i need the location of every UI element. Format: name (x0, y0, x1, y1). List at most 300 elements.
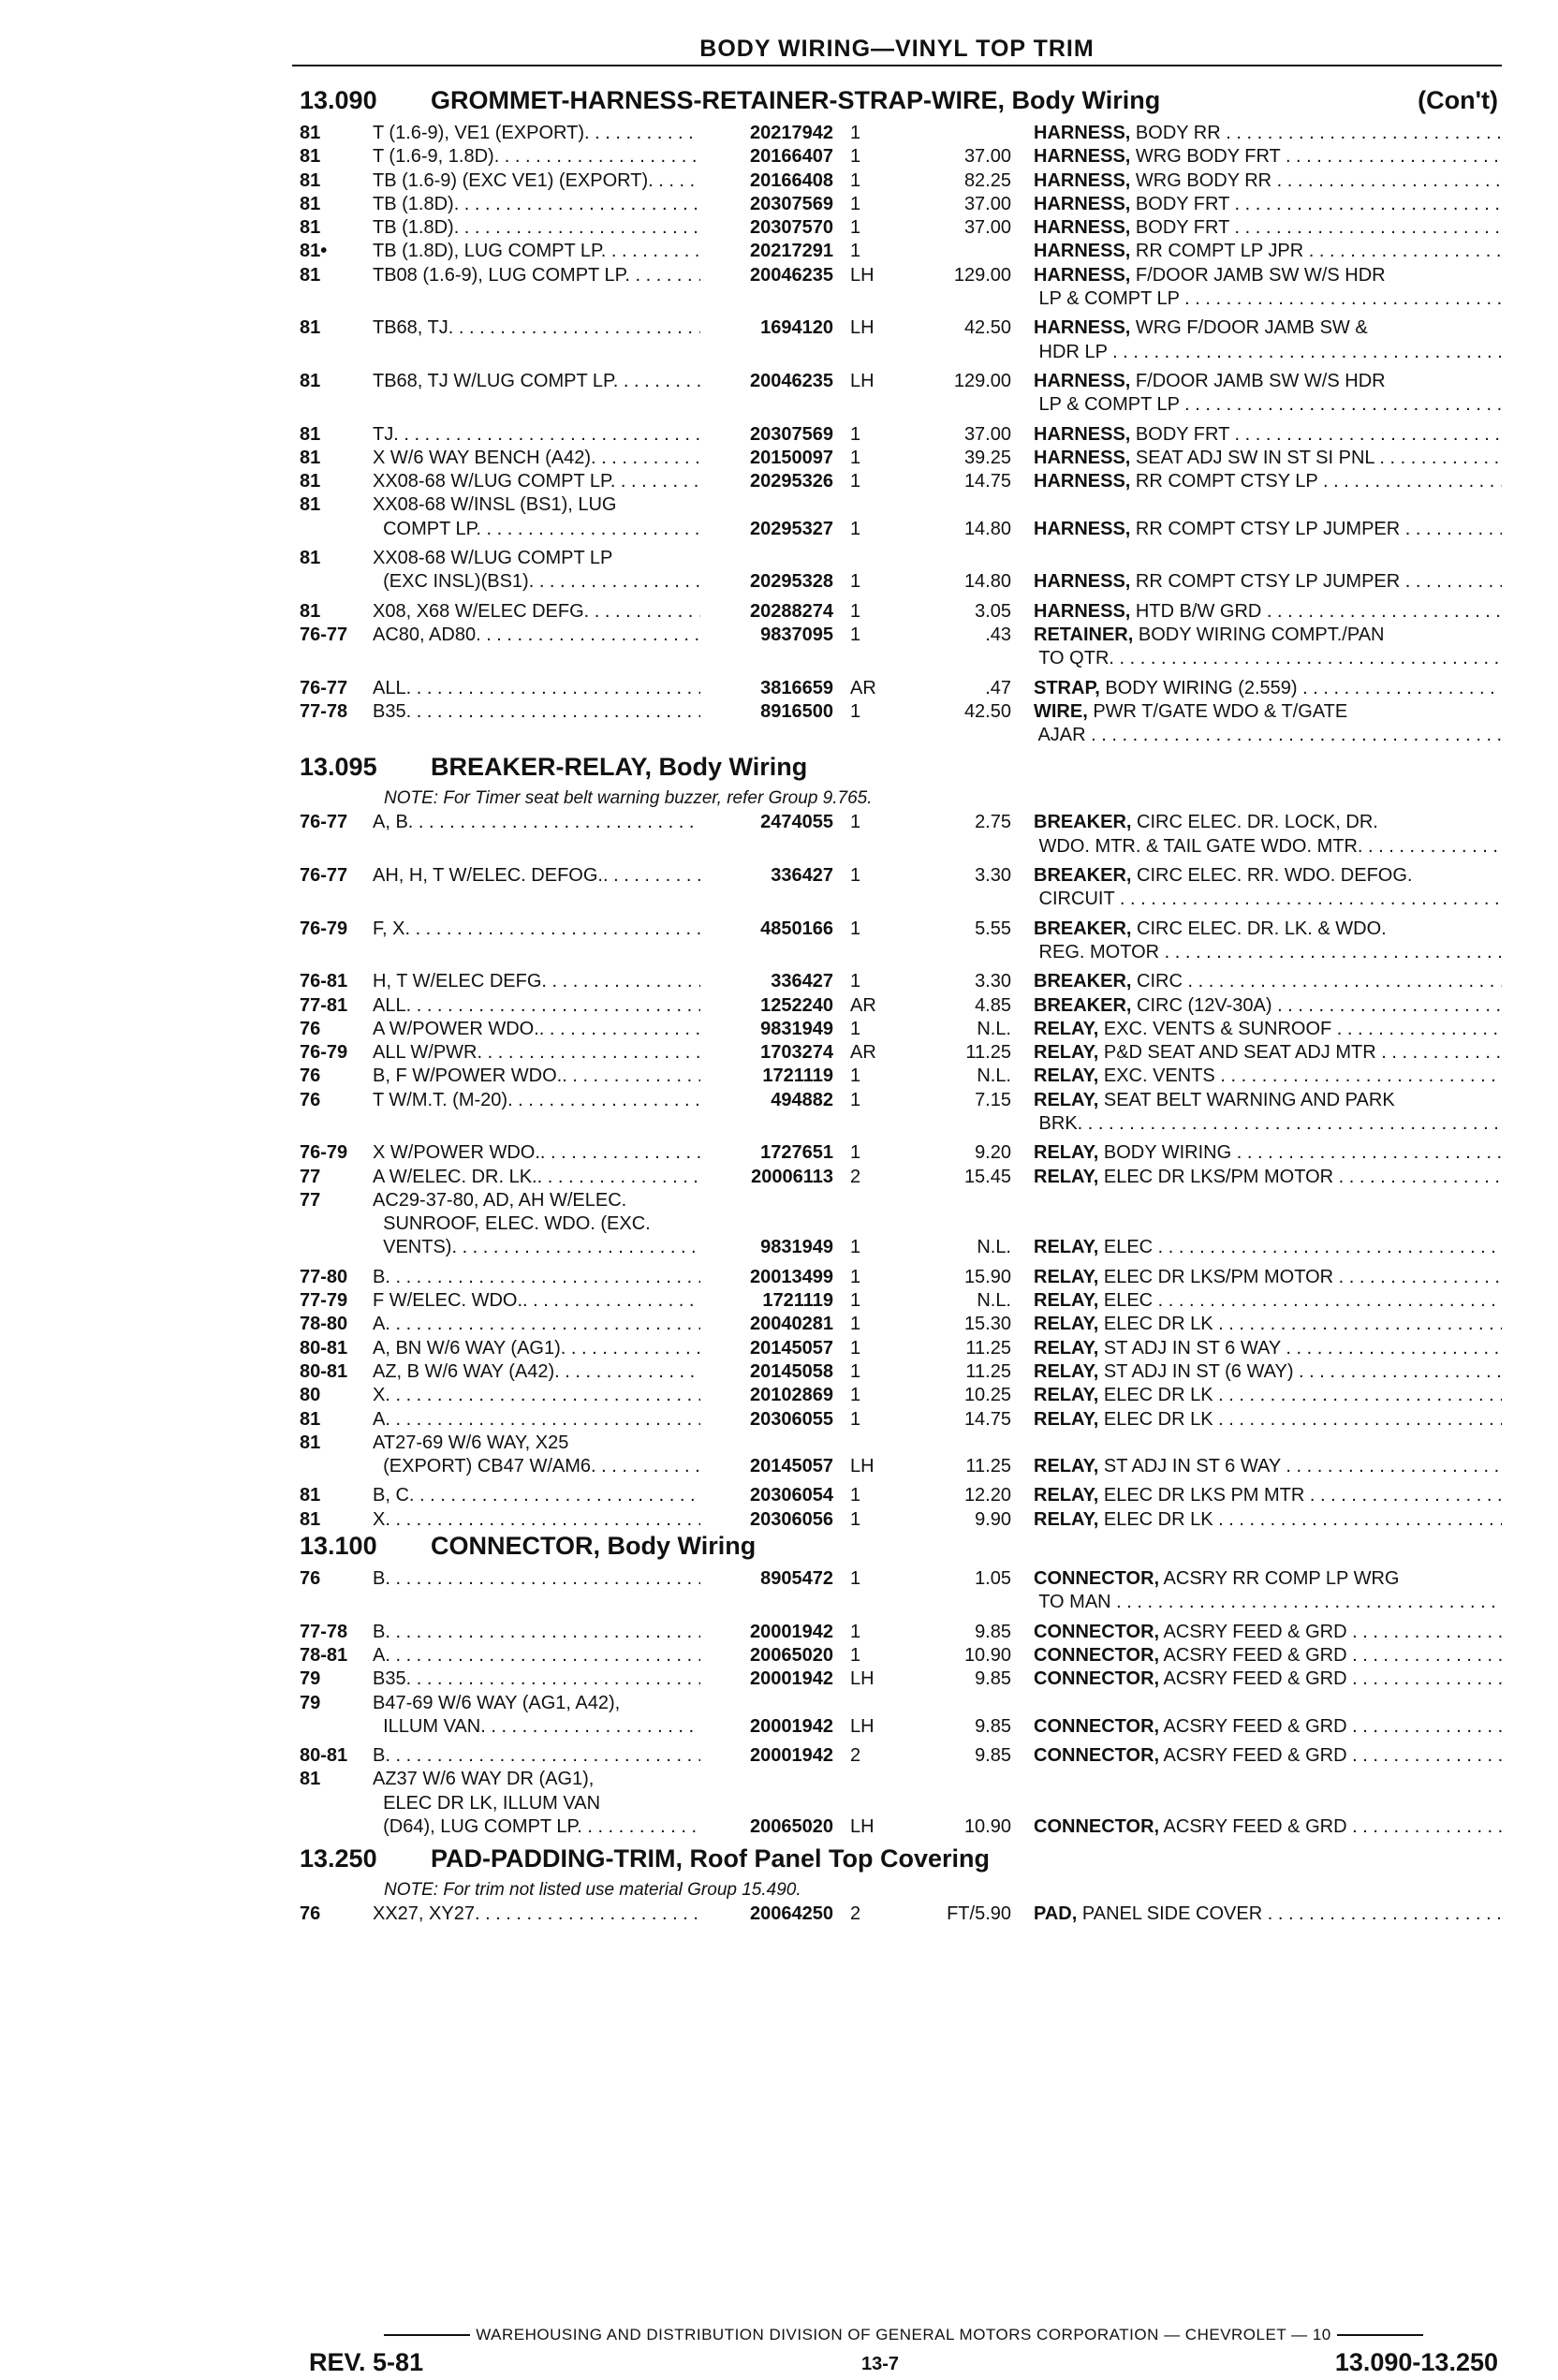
part-detail: ST ADJ IN ST (6 WAY) . . . (1098, 1361, 1502, 1382)
application: A . . . (373, 1313, 700, 1336)
model-years: 80-81 (300, 1337, 348, 1359)
parts-row (300, 1692, 1517, 1745)
price: 37.00 (963, 193, 1011, 214)
model-years: 76-79 (300, 1142, 348, 1164)
parts-row (300, 1508, 1517, 1532)
price: 9.85 (975, 1621, 1011, 1642)
footer-rule-right (1337, 2334, 1423, 2336)
application: ALL W/PWR . . . (373, 1041, 700, 1065)
section-heading (300, 86, 1517, 122)
application: X W/6 WAY BENCH (A42) . . . (373, 447, 700, 470)
part-detail: ELEC . . . (1098, 1237, 1502, 1257)
part-description-line (1034, 1455, 1502, 1478)
part-number: 20307569 (750, 423, 833, 445)
part-detail: TO QTR. . . . (1034, 648, 1502, 668)
page-footer (309, 2326, 1498, 2380)
quantity: 1 (850, 624, 861, 645)
model-years: 81 (300, 447, 321, 468)
parts-row (300, 994, 1517, 1018)
quantity: 1 (850, 1314, 861, 1335)
model-years: 80-81 (300, 1360, 348, 1382)
parts-row (300, 169, 1517, 193)
part-detail: CIRC ELEC. RR. WDO. DEFOG. (1131, 865, 1413, 887)
parts-row (300, 316, 1517, 370)
application: B, C . . . (373, 1484, 700, 1507)
quantity: 1 (850, 217, 861, 239)
part-description-line (1034, 700, 1502, 724)
part-description-line (1034, 1384, 1502, 1407)
part-description-line (1034, 370, 1502, 393)
quantity: AR (850, 677, 876, 698)
quantity: 1 (850, 1018, 861, 1039)
part-description-line (1034, 864, 1502, 888)
model-years: 80-81 (300, 1745, 348, 1767)
price: FT/5.90 (947, 1903, 1011, 1925)
application: TB08 (1.6-9), LUG COMPT LP . . . (373, 264, 700, 287)
part-description-line (1034, 600, 1502, 624)
part-number: 20145057 (750, 1337, 833, 1359)
part-name: HARNESS, (1034, 169, 1131, 191)
quantity: 1 (850, 1337, 861, 1359)
price: 14.80 (963, 518, 1011, 539)
part-name: RELAY, (1034, 1237, 1099, 1258)
part-detail: F/DOOR JAMB SW W/S HDR (1130, 370, 1386, 391)
part-name: RELAY, (1034, 1266, 1099, 1287)
parts-row (300, 600, 1517, 624)
footer-division: WAREHOUSING AND DISTRIBUTION DIVISION OF GENERAL MOTORS CORPORATION — CHEVROLET — 10 (476, 2326, 1331, 2343)
parts-row (300, 1360, 1517, 1384)
part-detail: ELEC DR LKS/PM MOTOR . . . (1098, 1167, 1502, 1187)
model-years: 79 (300, 1668, 321, 1690)
application: T (1.6-9, 1.8D) . . . (373, 145, 700, 169)
model-years: 81 (300, 1508, 321, 1530)
application: B . . . (373, 1567, 700, 1591)
quantity: 1 (850, 1568, 861, 1590)
part-name: RELAY, (1034, 1385, 1099, 1406)
quantity: 1 (850, 123, 861, 143)
part-description-line (1034, 624, 1502, 647)
part-description-line (1034, 216, 1502, 240)
part-detail: ST ADJ IN ST 6 WAY . . . (1098, 1338, 1502, 1359)
quantity: 1 (850, 1360, 861, 1382)
quantity: 1 (850, 1089, 861, 1110)
application: AZ37 W/6 WAY DR (AG1), (373, 1769, 595, 1790)
part-number: 20065020 (750, 1644, 833, 1666)
section-heading (300, 753, 1517, 788)
part-detail: ELEC DR LK . . . (1098, 1509, 1502, 1530)
part-number: 20065020 (750, 1816, 833, 1837)
application: AH, H, T W/ELEC. DEFOG. . . . (373, 864, 700, 888)
part-description-line (1034, 240, 1502, 263)
quantity: LH (850, 264, 875, 286)
model-years: 76-81 (300, 971, 348, 992)
part-number: 20013499 (750, 1266, 833, 1287)
model-years: 81 (300, 217, 321, 239)
application: TB68, TJ . . . (373, 316, 700, 340)
parts-row (300, 1337, 1517, 1360)
application: VENTS) . . . (373, 1236, 700, 1259)
application: B . . . (373, 1266, 700, 1289)
section-heading (300, 1532, 1517, 1567)
model-years: 81 (300, 1432, 321, 1453)
parts-row (300, 1141, 1517, 1165)
part-description-line (1034, 1236, 1502, 1259)
part-detail: RR COMPT CTSY LP JUMPER . . . (1130, 519, 1502, 539)
footer-bottom (309, 2348, 1498, 2380)
parts-row (300, 1189, 1517, 1266)
part-number: 3816659 (760, 677, 833, 698)
part-name: HARNESS, (1034, 123, 1131, 143)
parts-row (300, 1432, 1517, 1485)
quantity: 1 (850, 447, 861, 468)
part-description-line (1034, 570, 1502, 594)
part-description-line (1034, 1018, 1502, 1041)
part-detail: WRG BODY RR . . . (1130, 170, 1502, 191)
part-number: 20288274 (750, 600, 833, 622)
price: 42.50 (963, 317, 1011, 339)
part-description-line (1034, 1508, 1502, 1532)
model-years: 77-80 (300, 1266, 348, 1287)
part-number: 20006113 (751, 1166, 833, 1187)
price: 9.85 (975, 1668, 1011, 1690)
application: X08, X68 W/ELEC DEFG . . . (373, 600, 700, 624)
part-description-line (1034, 264, 1502, 287)
part-detail: ACSRY FEED & GRD . . . (1159, 1745, 1502, 1766)
parts-row (300, 145, 1517, 169)
part-description-line (1034, 1644, 1502, 1667)
part-number: 20306054 (750, 1485, 833, 1506)
part-name: RELAY, (1034, 1089, 1099, 1110)
part-name: HARNESS, (1034, 193, 1131, 214)
quantity: 1 (850, 1142, 861, 1164)
application: (EXC INSL)(BS1) . . . (373, 570, 700, 594)
part-detail: BODY WIRING . . . (1098, 1142, 1502, 1163)
part-detail: EXC. VENTS & SUNROOF . . . (1098, 1019, 1502, 1039)
footer-division-line (309, 2326, 1498, 2344)
section-note: NOTE: For trim not listed use material Group 15.490. (384, 1880, 801, 1901)
price: 9.85 (975, 1715, 1011, 1737)
quantity: 1 (850, 1065, 861, 1087)
part-description-line (1034, 1065, 1502, 1088)
part-detail: SEAT ADJ SW IN ST SI PNL . . . (1130, 448, 1502, 468)
parts-row (300, 1903, 1517, 1926)
application: H, T W/ELEC DEFG . . . (373, 970, 700, 993)
application: B . . . (373, 1621, 700, 1644)
part-name: CONNECTOR, (1034, 1816, 1160, 1837)
part-description-line (1034, 393, 1502, 417)
model-years: 76 (300, 1568, 321, 1590)
part-description-line (1034, 518, 1502, 541)
price: 10.25 (963, 1385, 1011, 1406)
part-number: 20295327 (750, 518, 833, 539)
part-name: HARNESS, (1034, 471, 1131, 492)
part-detail: WRG BODY FRT . . . (1130, 146, 1502, 167)
application: B47-69 W/6 WAY (AG1, A42), (373, 1692, 621, 1713)
part-number: 20001942 (750, 1715, 833, 1737)
part-description-line (1034, 1621, 1502, 1644)
model-years: 77 (300, 1166, 321, 1187)
price: 39.25 (963, 447, 1011, 468)
price: 37.00 (963, 217, 1011, 239)
part-name: HARNESS, (1034, 370, 1131, 391)
parts-row (300, 1313, 1517, 1336)
quantity: LH (850, 1816, 875, 1837)
parts-row (300, 370, 1517, 423)
part-name: CONNECTOR, (1034, 1644, 1160, 1666)
parts-row (300, 1089, 1517, 1142)
part-description-line (1034, 1141, 1502, 1165)
model-years: 77 (300, 1189, 321, 1211)
quantity: AR (850, 994, 876, 1016)
application: X . . . (373, 1508, 700, 1532)
section-title: BREAKER-RELAY, Body Wiring (431, 753, 808, 782)
part-name: BREAKER, (1034, 865, 1132, 887)
parts-row (300, 240, 1517, 263)
application: AC29-37-80, AD, AH W/ELEC. (373, 1189, 627, 1211)
application: SUNROOF, ELEC. WDO. (EXC. (373, 1213, 651, 1235)
price: 15.90 (963, 1266, 1011, 1287)
parts-row (300, 918, 1517, 971)
part-detail: SEAT BELT WARNING AND PARK (1098, 1089, 1395, 1110)
quantity: 1 (850, 1644, 861, 1666)
part-name: CONNECTOR, (1034, 1668, 1160, 1690)
application: TB (1.8D) . . . (373, 193, 700, 216)
price: N.L. (977, 1290, 1011, 1312)
quantity: 2 (850, 1903, 861, 1925)
parts-row (300, 423, 1517, 447)
application: A . . . (373, 1644, 700, 1667)
model-years: 81 (300, 423, 321, 445)
quantity: 1 (850, 423, 861, 445)
price: 14.80 (963, 571, 1011, 593)
price: 5.55 (975, 918, 1011, 939)
part-detail: BODY WIRING COMPT./PAN (1133, 624, 1385, 645)
quantity: 1 (850, 1621, 861, 1642)
parts-catalog-content (300, 86, 1517, 1927)
parts-row (300, 1667, 1517, 1691)
part-name: HARNESS, (1034, 571, 1131, 593)
part-number: 20150097 (750, 447, 833, 468)
parts-row (300, 1018, 1517, 1041)
application: F, X . . . (373, 918, 700, 941)
application: AZ, B W/6 WAY (A42) . . . (373, 1360, 700, 1384)
part-detail: ELEC DR LKS/PM MOTOR . . . (1098, 1267, 1502, 1287)
quantity: 1 (850, 241, 861, 262)
part-description-line (1034, 918, 1502, 941)
part-description-line (1034, 1266, 1502, 1289)
price: 14.75 (963, 1408, 1011, 1430)
section-title: CONNECTOR, Body Wiring (431, 1532, 757, 1561)
part-name: CONNECTOR, (1034, 1621, 1160, 1642)
part-number: 1703274 (760, 1042, 833, 1064)
model-years: 80 (300, 1385, 321, 1406)
quantity: LH (850, 317, 875, 339)
part-description-line (1034, 169, 1502, 193)
part-description-line (1034, 1591, 1502, 1614)
price: 11.25 (965, 1337, 1011, 1359)
parts-row (300, 864, 1517, 918)
part-detail: BRK. . . . (1034, 1113, 1499, 1134)
application: F W/ELEC. WDO. . . . (373, 1289, 700, 1313)
part-number: 20217942 (750, 123, 833, 143)
parts-row (300, 1266, 1517, 1289)
part-detail: ACSRY RR COMP LP WRG (1159, 1568, 1400, 1590)
application: B35 . . . (373, 1667, 700, 1691)
model-years: 78-80 (300, 1314, 348, 1335)
part-detail: HTD B/W GRD . . . (1130, 601, 1502, 622)
part-description-line (1034, 1313, 1502, 1336)
part-detail: BODY RR . . . (1130, 123, 1502, 143)
application: B, F W/POWER WDO. . . . (373, 1065, 700, 1088)
model-years: 76-77 (300, 624, 348, 645)
parts-row (300, 1644, 1517, 1667)
section-continued: (Con't) (1418, 86, 1498, 114)
part-name: RELAY, (1034, 1042, 1099, 1064)
part-description-line (1034, 677, 1502, 700)
part-number: 20306055 (750, 1408, 833, 1430)
application: (EXPORT) CB47 W/AM6 . . . (373, 1455, 700, 1478)
application: AT27-69 W/6 WAY, X25 (373, 1432, 569, 1453)
part-description-line (1034, 1815, 1502, 1839)
application: TB68, TJ W/LUG COMPT LP . . . (373, 370, 700, 393)
model-years: 76-79 (300, 918, 348, 939)
part-number: 336427 (771, 971, 833, 992)
model-years: 76 (300, 1089, 321, 1110)
model-years: 81 (300, 123, 321, 143)
part-detail: ACSRY FEED & GRD . . . (1159, 1816, 1502, 1837)
part-number: 2474055 (760, 812, 833, 833)
part-detail: RR COMPT CTSY LP . . . (1130, 471, 1502, 492)
price: 12.20 (963, 1485, 1011, 1506)
application: ILLUM VAN . . . (373, 1715, 700, 1739)
model-years: 81• (300, 241, 328, 262)
part-number: 8916500 (760, 700, 833, 722)
price: 11.25 (965, 1042, 1011, 1064)
part-name: RETAINER, (1034, 624, 1134, 645)
part-number: 20166408 (750, 169, 833, 191)
model-years: 81 (300, 1408, 321, 1430)
part-number: 20295328 (750, 571, 833, 593)
part-name: RELAY, (1034, 1065, 1099, 1087)
footer-group-range: 13.090-13.250 (1334, 2348, 1498, 2376)
part-description-line (1034, 341, 1502, 364)
part-detail: TO MAN . . . (1034, 1592, 1502, 1612)
part-name: RELAY, (1034, 1360, 1099, 1382)
part-description-line (1034, 1360, 1502, 1384)
part-detail: CIRC ELEC. DR. LOCK, DR. (1131, 812, 1378, 833)
part-detail: ELEC DR LK . . . (1098, 1409, 1502, 1430)
part-number: 1721119 (762, 1290, 833, 1312)
parts-row (300, 700, 1517, 754)
model-years: 77-79 (300, 1290, 348, 1312)
model-years: 81 (300, 317, 321, 339)
application: AC80, AD80 . . . (373, 624, 700, 647)
quantity: 1 (850, 971, 861, 992)
part-description-line (1034, 1089, 1502, 1112)
quantity: 1 (850, 600, 861, 622)
model-years: 81 (300, 264, 321, 286)
application: COMPT LP . . . (373, 518, 700, 541)
model-years: 76 (300, 1903, 321, 1925)
part-detail: CIRCUIT . . . (1034, 889, 1502, 909)
part-number: 20001942 (750, 1745, 833, 1767)
part-number: 20001942 (750, 1621, 833, 1642)
part-name: WIRE, (1034, 700, 1088, 722)
price: 10.90 (963, 1644, 1011, 1666)
parts-row (300, 216, 1517, 240)
part-detail: BODY FRT . . . (1130, 217, 1502, 238)
application: T W/M.T. (M-20) . . . (373, 1089, 700, 1112)
part-detail: ELEC DR LKS PM MTR . . . (1098, 1485, 1502, 1506)
price: 11.25 (965, 1360, 1011, 1382)
part-name: BREAKER, (1034, 994, 1132, 1016)
application: A, BN W/6 WAY (AG1) . . . (373, 1337, 700, 1360)
quantity: LH (850, 1715, 875, 1737)
parts-row (300, 1484, 1517, 1507)
part-detail: CIRC . . . (1131, 971, 1502, 992)
parts-row (300, 1041, 1517, 1065)
quantity: 1 (850, 571, 861, 593)
part-name: HARNESS, (1034, 600, 1131, 622)
parts-row (300, 493, 1517, 547)
model-years: 76-77 (300, 677, 348, 698)
model-years: 76 (300, 1065, 321, 1087)
application: A W/POWER WDO. . . . (373, 1018, 700, 1041)
quantity: 2 (850, 1745, 861, 1767)
model-years: 76-77 (300, 812, 348, 833)
part-description-line (1034, 447, 1502, 470)
part-detail: ELEC DR LK . . . (1098, 1385, 1502, 1405)
part-description-line (1034, 1337, 1502, 1360)
part-detail: CIRC (12V-30A) . . . (1131, 995, 1502, 1016)
quantity: 1 (850, 471, 861, 492)
model-years: 81 (300, 471, 321, 492)
part-name: CONNECTOR, (1034, 1568, 1160, 1590)
price: 3.05 (975, 600, 1011, 622)
part-detail: RR COMPT CTSY LP JUMPER . . . (1130, 571, 1502, 592)
footer-revision: REV. 5-81 (309, 2348, 424, 2376)
part-name: RELAY, (1034, 1290, 1099, 1312)
price: 82.25 (963, 169, 1011, 191)
quantity: LH (850, 1668, 875, 1690)
part-detail: WRG F/DOOR JAMB SW & (1130, 317, 1368, 339)
part-description-line (1034, 1166, 1502, 1189)
price: 7.15 (975, 1089, 1011, 1110)
part-number: 494882 (771, 1089, 833, 1110)
part-description-line (1034, 1484, 1502, 1507)
parts-row (300, 447, 1517, 470)
part-name: RELAY, (1034, 1456, 1099, 1477)
parts-row (300, 811, 1517, 864)
parts-row (300, 1567, 1517, 1621)
part-number: 336427 (771, 865, 833, 887)
quantity: 1 (850, 193, 861, 214)
part-name: CONNECTOR, (1034, 1745, 1160, 1767)
quantity: LH (850, 370, 875, 391)
part-detail: ELEC . . . (1098, 1290, 1502, 1311)
price: N.L. (977, 1237, 1011, 1258)
page-title: BODY WIRING—VINYL TOP TRIM (699, 36, 1095, 62)
part-detail: RR COMPT LP JPR . . . (1130, 241, 1502, 261)
part-description-line (1034, 970, 1502, 993)
part-detail: REG. MOTOR . . . (1034, 942, 1502, 962)
part-name: RELAY, (1034, 1408, 1099, 1430)
application: B . . . (373, 1744, 700, 1768)
price: N.L. (977, 1018, 1011, 1039)
part-number: 20064250 (750, 1903, 833, 1925)
model-years: 77-81 (300, 994, 348, 1016)
price: 1.05 (975, 1568, 1011, 1590)
